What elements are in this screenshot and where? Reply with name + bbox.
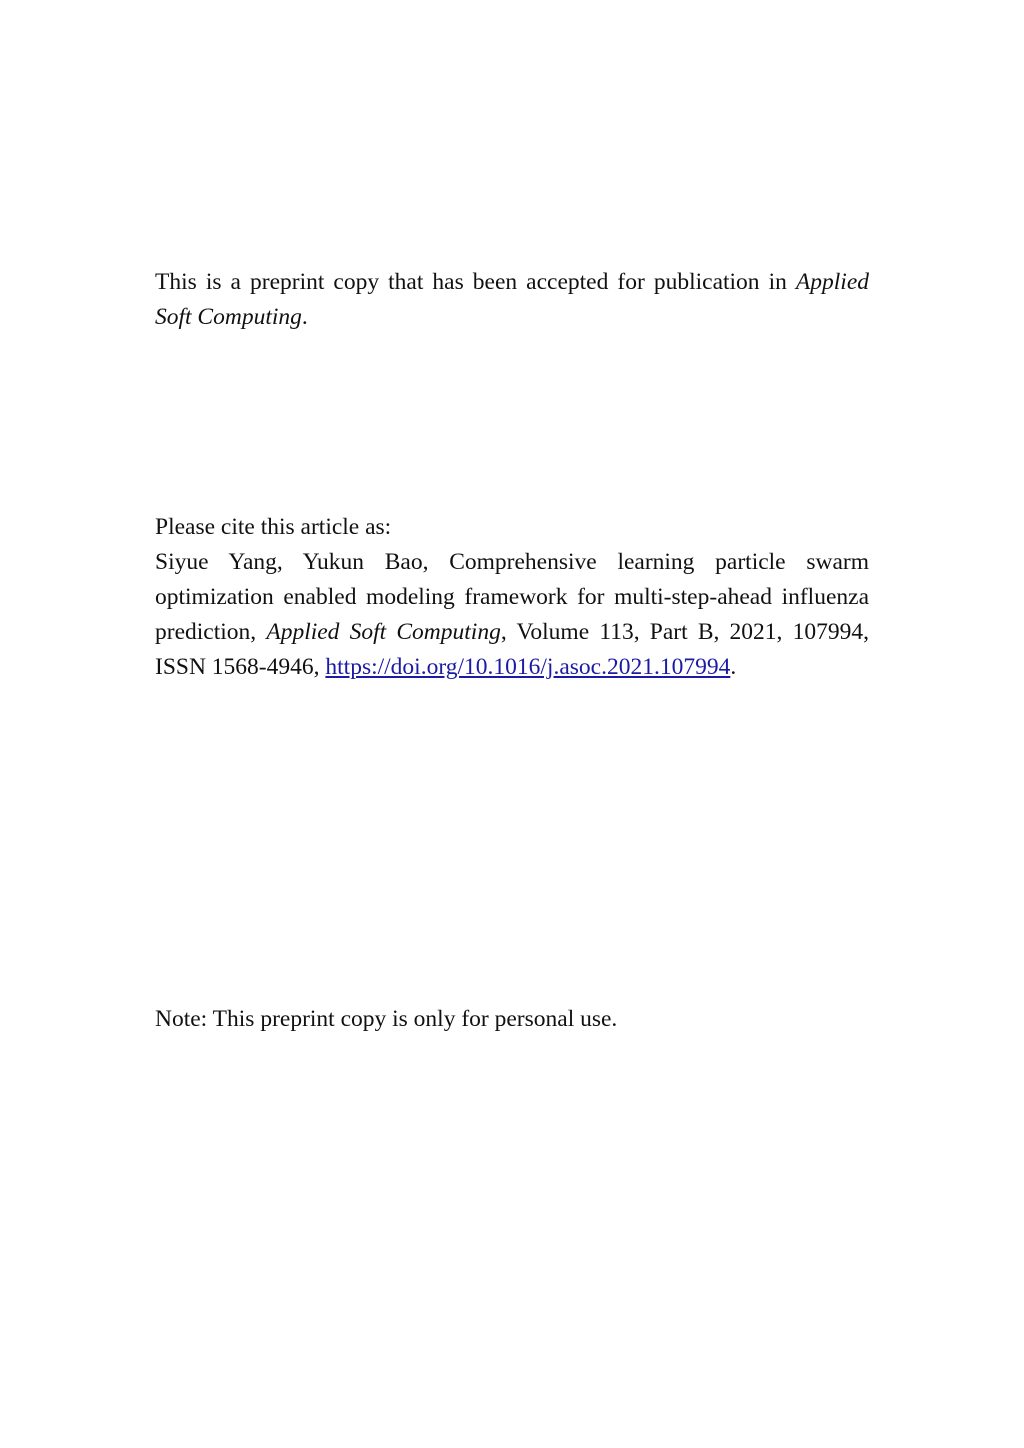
preprint-notice-end: . <box>301 304 308 330</box>
preprint-notice-text: This is a preprint copy that has been accepted for publication in <box>155 269 796 295</box>
personal-use-note: Note: This preprint copy is only for personal use. <box>155 1006 618 1032</box>
journal-name: Applied Soft Computing <box>155 269 869 330</box>
citation-details: , Volume 113, Part B, 2021, 107994, ISSN 1568-4946, <box>155 619 869 680</box>
citation-block <box>155 510 869 685</box>
citation-end: . <box>730 654 737 680</box>
citation-text <box>155 545 869 685</box>
citation-heading: Please cite this article as: <box>155 514 392 540</box>
citation-journal: Applied Soft Computing <box>266 619 501 645</box>
doi-link[interactable]: https://doi.org/10.1016/j.asoc.2021.107994 <box>325 654 731 680</box>
citation-authors-title: Siyue Yang, Yukun Bao, Comprehensive learning particle swarm optimization enabled modeling framework for multi-step-ahead influenza prediction, <box>155 549 869 645</box>
preprint-notice <box>155 265 869 335</box>
